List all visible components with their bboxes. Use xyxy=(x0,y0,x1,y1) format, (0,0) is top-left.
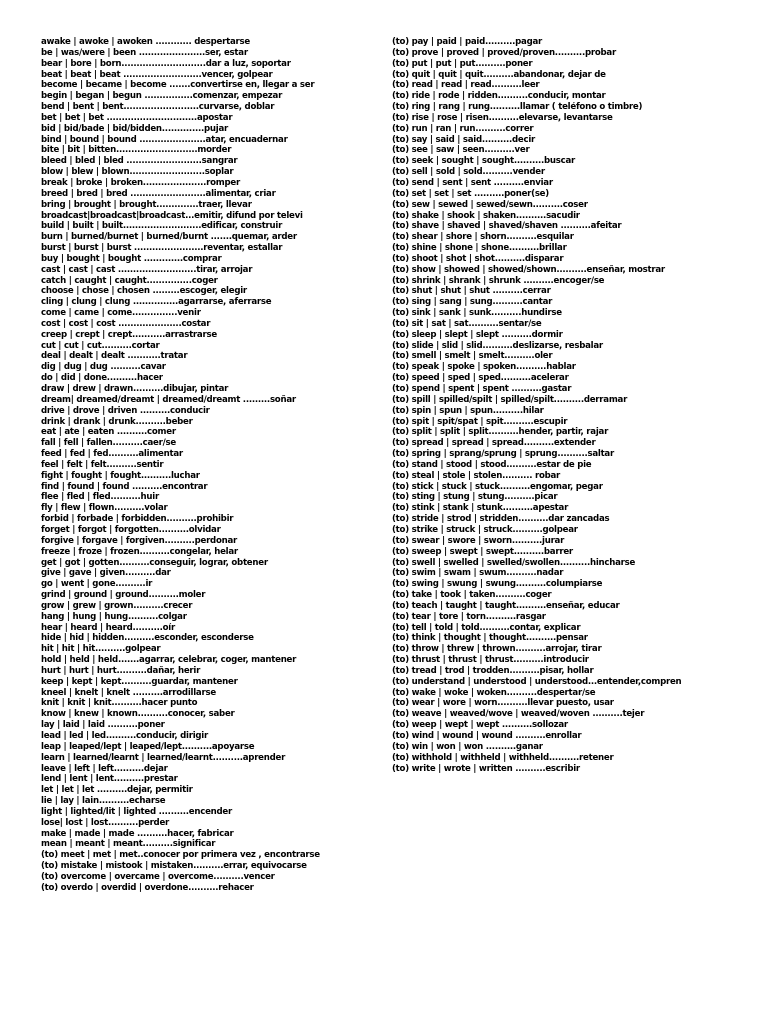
verb-entry: cut | cut | cut..........cortar xyxy=(41,340,160,351)
verb-entry: draw | drew | drawn..........dibujar, pintar xyxy=(41,384,229,394)
verb-entry: (to) tread | trod | trodden..........pisar, hollar xyxy=(392,665,594,676)
verb-entry: lead | led | led..........conducir, dirigir xyxy=(41,731,208,741)
verb-entry: forbid | forbade | forbidden..........prohibir xyxy=(41,514,234,525)
verb-entry: know | knew | known..........conocer, saber xyxy=(41,709,235,720)
verb-entry: lend | lent | lent..........prestar xyxy=(41,774,178,785)
left-column xyxy=(41,37,391,894)
verb-entry: awake | awoke | awoken ............ despertarse xyxy=(41,37,250,47)
verb-entry: catch | caught | caught...............coger xyxy=(41,275,218,286)
verb-entry: (to) mistake | mistook | mistaken..........errar, equivocarse xyxy=(41,861,307,872)
verb-entry: (to) swear | swore | sworn..........jurar xyxy=(392,535,565,546)
verb-entry: (to) smell | smelt | smelt..........oler xyxy=(392,351,553,362)
verb-entry: hear | heard | heard..........oír xyxy=(41,622,175,633)
verb-entry: (to) thrust | thrust | thrust..........introducir xyxy=(392,655,589,666)
verb-entry: (to) seek | sought | sought..........buscar xyxy=(392,156,576,167)
verb-entry: (to) slide | slid | slid..........deslizarse, resbalar xyxy=(392,340,603,351)
verb-entry: leap | leaped/lept | leaped/lept..........apoyarse xyxy=(41,741,255,752)
verb-entry: bend | bent | bent.........................curvarse, doblar xyxy=(41,102,275,113)
verb-entry: begin | began | begun ................comenzar, empezar xyxy=(41,91,283,102)
verb-entry: hold | held | held.......agarrar, celebrar, coger, mantener xyxy=(41,655,297,666)
verb-entry: buy | bought | bought .............comprar xyxy=(41,253,222,264)
verb-entry: (to) shut | shut | shut ..........cerrar xyxy=(392,286,551,297)
verb-entry: (to) stand | stood | stood..........estar de pie xyxy=(392,459,592,470)
verb-entry: forgive | forgave | forgiven..........perdonar xyxy=(41,535,238,546)
verb-entry: (to) steal | stole | stolen.......... robar xyxy=(392,470,561,481)
verb-entry: break | broke | broken.....................romper xyxy=(41,177,240,188)
verb-entry: creep | crept | crept...........arrastrarse xyxy=(41,329,217,340)
verb-entry: (to) swing | swung | swung..........columpiarse xyxy=(392,579,603,590)
verb-entry: lose| lost | lost..........perder xyxy=(41,817,170,828)
verb-entry: (to) pay | paid | paid..........pagar xyxy=(392,37,543,47)
verb-entry: (to) shake | shook | shaken..........sacudir xyxy=(392,210,580,221)
verb-entry: eat | ate | eaten ..........comer xyxy=(41,427,176,438)
verb-entry: (to) see | saw | seen..........ver xyxy=(392,145,530,156)
verb-entry: burn | burned/burnet | burned/burnt .......quemar, arder xyxy=(41,232,297,243)
verb-entry: (to) run | ran | run..........correr xyxy=(392,123,534,134)
verb-entry: (to) swim | swam | swum..........nadar xyxy=(392,568,564,579)
verb-entry: make | made | made ..........hacer, fabricar xyxy=(41,828,234,839)
verb-entry: mean | meant | meant..........significar xyxy=(41,839,216,850)
verb-entry: (to) overcome | overcame | overcome..........vencer xyxy=(41,871,275,882)
verb-entry: (to) tear | tore | torn..........rasgar xyxy=(392,611,546,622)
verb-entry: knit | knit | knit..........hacer punto xyxy=(41,698,198,709)
verb-entry: fight | fought | fought..........luchar xyxy=(41,470,200,481)
verb-entry: (to) spread | spread | spread..........extender xyxy=(392,438,596,449)
verb-entry: (to) understand | understood | understood...entender,compren xyxy=(392,676,682,687)
verb-entry: (to) think | thought | thought..........pensar xyxy=(392,633,588,644)
verb-entry: drink | drank | drunk..........beber xyxy=(41,416,193,427)
verb-entry: (to) prove | proved | proved/proven..........probar xyxy=(392,47,616,58)
verb-entry: forget | forgot | forgotten..........olvidar xyxy=(41,524,221,535)
verb-entry: (to) put | put | put..........poner xyxy=(392,58,533,69)
verb-entry: (to) wake | woke | woken..........despertar/se xyxy=(392,687,596,698)
verb-entry: (to) spend | spent | spent ..........gastar xyxy=(392,384,572,394)
verb-entry: leave | left | left..........dejar xyxy=(41,763,168,774)
verb-entry: cost | cost | cost .....................costar xyxy=(41,318,211,329)
verb-entry: (to) ride | rode | ridden..........conducir, montar xyxy=(392,91,606,102)
verb-entry: go | went | gone..........ir xyxy=(41,579,153,590)
verb-entry: (to) write | wrote | written ..........escribir xyxy=(392,763,580,774)
verb-entry: breed | bred | bred .........................alimentar, criar xyxy=(41,188,276,199)
verb-entry: (to) sew | sewed | sewed/sewn..........coser xyxy=(392,199,588,210)
verb-entry: kneel | knelt | knelt ..........arrodillarse xyxy=(41,687,216,698)
verb-entry: lie | lay | lain..........echarse xyxy=(41,796,166,807)
verb-entry: (to) sit | sat | sat..........sentar/se xyxy=(392,318,542,329)
verb-entry: feel | felt | felt..........sentir xyxy=(41,459,164,470)
verb-entry: (to) overdo | overdid | overdone..........rehacer xyxy=(41,882,254,893)
verb-entry: hang | hung | hung..........colgar xyxy=(41,611,187,622)
verb-entry: give | gave | given..........dar xyxy=(41,568,171,579)
verb-entry: dream| dreamed/dreamt | dreamed/dreamt .........soñar xyxy=(41,394,296,405)
verb-entry: broadcast|broadcast|broadcast...emitir, difund por televi xyxy=(41,210,303,221)
verb-entry: (to) stick | stuck | stuck..........engomar, pegar xyxy=(392,481,603,492)
verb-entry: grind | ground | ground..........moler xyxy=(41,590,206,601)
verb-entry: dig | dug | dug ..........cavar xyxy=(41,362,166,373)
verb-entry: build | built | built..........................edificar, construir xyxy=(41,221,283,232)
verb-entry: let | let | let ..........dejar, permitir xyxy=(41,785,193,796)
verb-entry: (to) sink | sank | sunk..........hundirse xyxy=(392,308,562,319)
verb-entry: cling | clung | clung ...............agarrarse, aferrarse xyxy=(41,297,272,308)
verb-entry: cast | cast | cast ..........................tirar, arrojar xyxy=(41,264,253,275)
verb-entry: feed | fed | fed..........alimentar xyxy=(41,449,183,460)
verb-entry: light | lighted/lit | lighted ..........encender xyxy=(41,806,232,817)
verb-entry: (to) shave | shaved | shaved/shaven ..........afeitar xyxy=(392,221,622,232)
verb-entry: keep | kept | kept..........guardar, mantener xyxy=(41,676,238,687)
verb-entry: (to) strike | struck | struck..........golpear xyxy=(392,524,578,535)
verb-entry: become | became | become .......convertirse en, llegar a ser xyxy=(41,80,315,91)
verb-entry: (to) show | showed | showed/shown..........enseñar, mostrar xyxy=(392,264,665,275)
verb-entry: lay | laid | laid ..........poner xyxy=(41,720,165,731)
verb-entry: bite | bit | bitten...........................morder xyxy=(41,145,232,156)
verb-entry: (to) sweep | swept | swept..........barrer xyxy=(392,546,573,557)
verb-entry: fall | fell | fallen..........caer/se xyxy=(41,438,176,449)
verb-entry: (to) send | sent | sent ..........enviar xyxy=(392,177,553,188)
verb-entry: fly | flew | flown..........volar xyxy=(41,503,168,514)
verb-entry: flee | fled | fled..........huir xyxy=(41,492,159,503)
verb-entry: (to) sting | stung | stung..........picar xyxy=(392,492,558,503)
verb-entry: hide | hid | hidden..........esconder, esconderse xyxy=(41,633,254,644)
verb-entry: (to) stride | strod | stridden..........dar zancadas xyxy=(392,514,610,525)
verb-entry: (to) rise | rose | risen..........elevarse, levantarse xyxy=(392,112,613,123)
verb-entry: (to) shear | shore | shorn..........esquilar xyxy=(392,232,574,243)
verb-entry: be | was/were | been ......................ser, estar xyxy=(41,47,248,58)
verb-entry: bleed | bled | bled .........................sangrar xyxy=(41,156,238,167)
verb-entry: (to) sleep | slept | slept ..........dormir xyxy=(392,329,563,340)
verb-entry: (to) shine | shone | shone..........brillar xyxy=(392,243,567,254)
verb-entry: (to) meet | met | met..conocer por primera vez , encontrarse xyxy=(41,850,320,861)
verb-entry: hit | hit | hit..........golpear xyxy=(41,644,161,655)
verb-entry: (to) swell | swelled | swelled/swollen..........hincharse xyxy=(392,557,636,568)
verb-entry: (to) read | read | read..........leer xyxy=(392,80,540,91)
verb-entry: (to) ring | rang | rung..........llamar ( teléfono o timbre) xyxy=(392,102,643,113)
verb-entry: (to) spin | spun | spun..........hilar xyxy=(392,405,544,416)
verb-entry: bring | brought | brought..............traer, llevar xyxy=(41,199,252,210)
verb-entry: (to) speak | spoke | spoken..........hablar xyxy=(392,362,576,373)
verb-entry: hurt | hurt | hurt..........dañar, herir xyxy=(41,665,201,676)
verb-entry: (to) sell | sold | sold..........vender xyxy=(392,167,545,178)
verb-entry: (to) shrink | shrank | shrunk ..........encoger/se xyxy=(392,275,605,286)
verb-entry: choose | chose | chosen .........escoger, elegir xyxy=(41,286,247,297)
verb-entry: do | did | done..........hacer xyxy=(41,373,163,384)
verb-entry: (to) win | won | won ..........ganar xyxy=(392,741,543,752)
verb-entry: (to) wind | wound | wound ..........enrollar xyxy=(392,731,582,741)
verb-entry: (to) teach | taught | taught..........enseñar, educar xyxy=(392,600,620,611)
verb-entry: drive | drove | driven ..........conducir xyxy=(41,405,210,416)
verb-entry: beat | beat | beat ..........................vencer, golpear xyxy=(41,69,273,80)
verb-entry: (to) split | split | split..........hender, partir, rajar xyxy=(392,427,609,438)
verb-entry: bid | bid/bade | bid/bidden..............pujar xyxy=(41,123,229,134)
verb-entry: learn | learned/learnt | learned/learnt..........aprender xyxy=(41,752,286,763)
verb-entry: (to) say | said | said..........decir xyxy=(392,134,536,145)
verb-entry: (to) tell | told | told..........contar, explicar xyxy=(392,622,581,633)
verb-entry: freeze | froze | frozen..........congelar, helar xyxy=(41,546,238,557)
right-column xyxy=(392,37,768,774)
verb-entry: (to) shoot | shot | shot..........disparar xyxy=(392,253,564,264)
verb-entry: (to) sing | sang | sung..........cantar xyxy=(392,297,553,308)
verb-entry: deal | dealt | dealt ...........tratar xyxy=(41,351,188,362)
verb-entry: bear | bore | born............................dar a luz, soportar xyxy=(41,58,291,69)
verb-entry: (to) take | took | taken..........coger xyxy=(392,590,552,601)
verb-entry: (to) speed | sped | sped..........acelerar xyxy=(392,373,569,384)
verb-entry: (to) stink | stank | stunk..........apestar xyxy=(392,503,569,514)
verb-entry: (to) spill | spilled/spilt | spilled/spilt..........derramar xyxy=(392,394,628,405)
verb-entry: (to) set | set | set ..........poner(se) xyxy=(392,188,549,199)
verb-entry: bind | bound | bound ......................atar, encuadernar xyxy=(41,134,288,145)
verb-entry: (to) wear | wore | worn..........llevar puesto, usar xyxy=(392,698,614,709)
verb-entry: bet | bet | bet ..............................apostar xyxy=(41,112,233,123)
verb-entry: (to) weep | wept | wept ..........sollozar xyxy=(392,720,568,731)
verb-entry: (to) quit | quit | quit..........abandonar, dejar de xyxy=(392,69,606,80)
verb-entry: blow | blew | blown.........................soplar xyxy=(41,167,234,178)
verb-entry: come | came | come...............venir xyxy=(41,308,201,319)
verb-entry: burst | burst | burst .......................reventar, estallar xyxy=(41,243,283,254)
verb-entry: (to) throw | threw | thrown..........arrojar, tirar xyxy=(392,644,602,655)
verb-entry: get | got | gotten..........conseguir, lograr, obtener xyxy=(41,557,268,568)
verb-entry: (to) spring | sprang/sprung | sprung..........saltar xyxy=(392,449,614,460)
verb-entry: (to) spit | spit/spat | spit..........escupir xyxy=(392,416,568,427)
verb-entry: grow | grew | grown..........crecer xyxy=(41,600,193,611)
verb-entry: (to) withhold | withheld | withheld..........retener xyxy=(392,752,614,763)
verb-entry: find | found | found ..........encontrar xyxy=(41,481,208,492)
verb-entry: (to) weave | weaved/wove | weaved/woven ..........tejer xyxy=(392,709,645,720)
